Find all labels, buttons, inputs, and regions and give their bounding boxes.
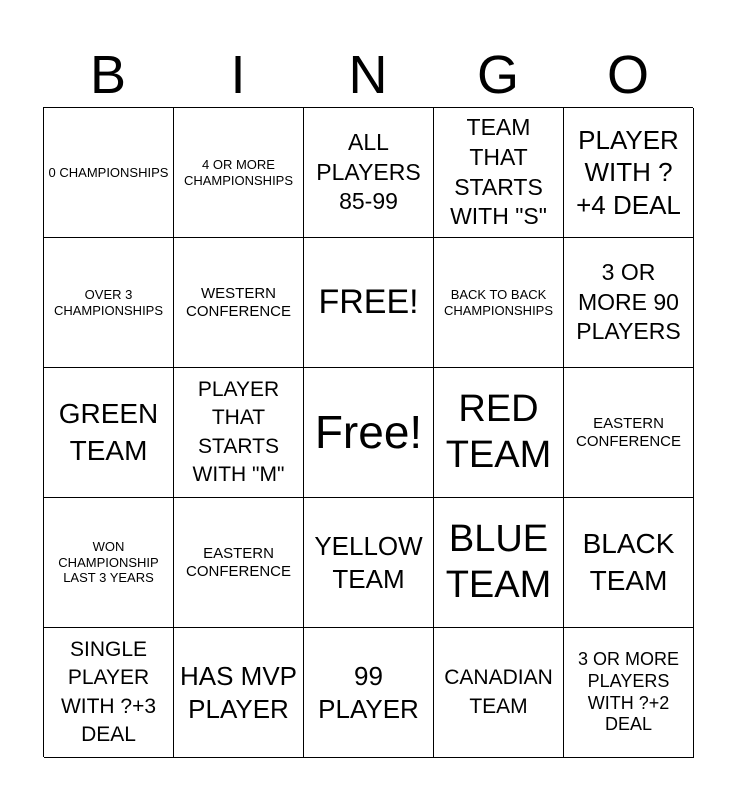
bingo-cell-r5-c5[interactable]: 3 OR MORE PLAYERS WITH ?+2 DEAL — [564, 628, 694, 758]
bingo-cell-r1-c5[interactable]: PLAYER WITH ? +4 DEAL — [564, 108, 694, 238]
bingo-grid — [43, 107, 693, 757]
bingo-cell-r1-c2[interactable]: 4 OR MORE CHAMPIONSHIPS — [174, 108, 304, 238]
bingo-cell-r4-c3[interactable]: YELLOW TEAM — [304, 498, 434, 628]
bingo-cell-r4-c1[interactable]: WON CHAMPIONSHIP LAST 3 YEARS — [44, 498, 174, 628]
bingo-cell-r4-c5[interactable]: BLACK TEAM — [564, 498, 694, 628]
header-letter-b: B — [89, 45, 127, 105]
bingo-cell-r3-c5[interactable]: EASTERN CONFERENCE — [564, 368, 694, 498]
bingo-cell-r5-c2[interactable]: HAS MVP PLAYER — [174, 628, 304, 758]
bingo-cell-r2-c2[interactable]: WESTERN CONFERENCE — [174, 238, 304, 368]
header-letter-g: G — [476, 45, 519, 105]
bingo-header — [43, 44, 693, 106]
bingo-cell-r2-c3[interactable]: FREE! — [304, 238, 434, 368]
bingo-cell-r5-c3[interactable]: 99 PLAYER — [304, 628, 434, 758]
bingo-cell-r4-c4[interactable]: BLUE TEAM — [434, 498, 564, 628]
bingo-cell-r1-c4[interactable]: TEAM THAT STARTS WITH "S" — [434, 108, 564, 238]
bingo-cell-r2-c1[interactable]: OVER 3 CHAMPIONSHIPS — [44, 238, 174, 368]
bingo-cell-r3-c2[interactable]: PLAYER THAT STARTS WITH "M" — [174, 368, 304, 498]
bingo-cell-r4-c2[interactable]: EASTERN CONFERENCE — [174, 498, 304, 628]
bingo-cell-r5-c1[interactable]: SINGLE PLAYER WITH ?+3 DEAL — [44, 628, 174, 758]
header-letter-n: N — [348, 45, 388, 105]
bingo-cell-r1-c3[interactable]: ALL PLAYERS 85-99 — [304, 108, 434, 238]
bingo-cell-r2-c5[interactable]: 3 OR MORE 90 PLAYERS — [564, 238, 694, 368]
bingo-cell-r5-c4[interactable]: CANADIAN TEAM — [434, 628, 564, 758]
header-letter-o: O — [606, 45, 649, 105]
header-letter-i: I — [230, 45, 246, 105]
bingo-cell-r3-c4[interactable]: RED TEAM — [434, 368, 564, 498]
bingo-cell-r2-c4[interactable]: BACK TO BACK CHAMPIONSHIPS — [434, 238, 564, 368]
bingo-cell-r3-c1[interactable]: GREEN TEAM — [44, 368, 174, 498]
bingo-cell-r1-c1[interactable]: 0 CHAMPIONSHIPS — [44, 108, 174, 238]
bingo-cell-r3-c3[interactable]: Free! — [304, 368, 434, 498]
